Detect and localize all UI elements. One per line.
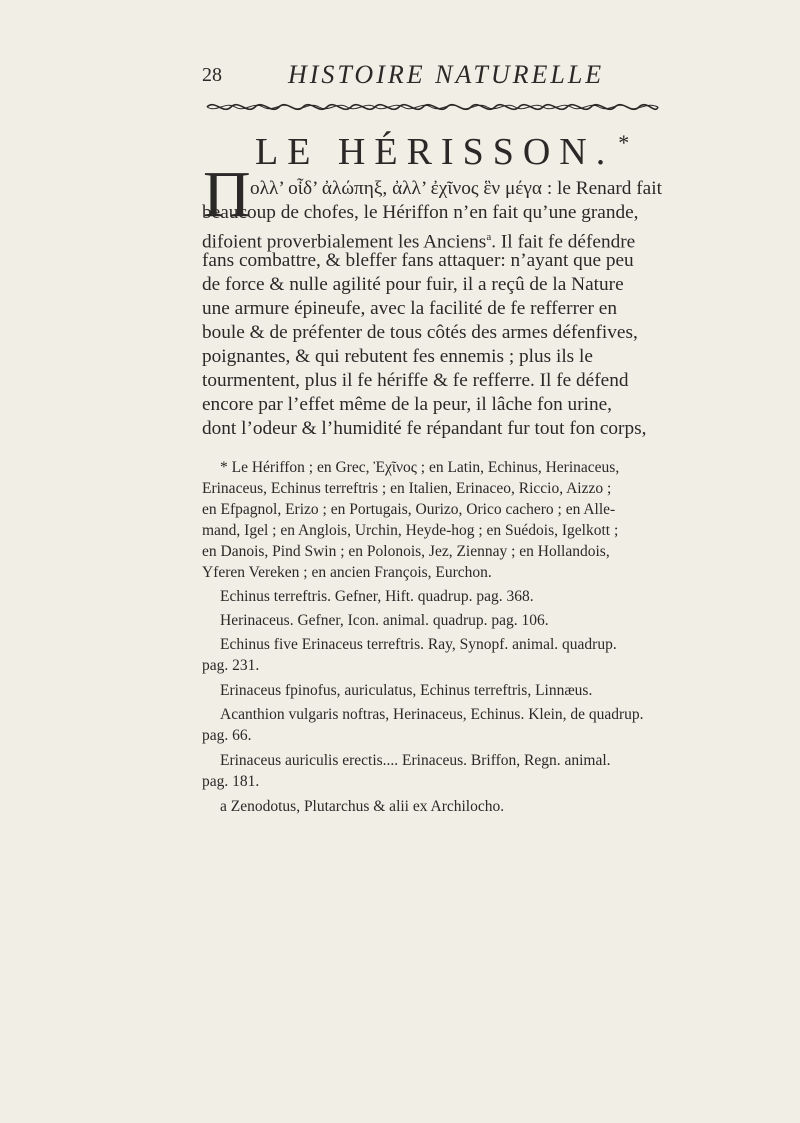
- page-header: [200, 62, 660, 98]
- footnote-line-3: en Efpagnol, Erizo ; en Portugais, Ourizo, Orico cachero ; en Alle-: [202, 501, 616, 518]
- body-line-3-tail: . Il fait fe défendre: [491, 231, 636, 253]
- footnote-line-2: Erinaceus, Echinus terreftris ; en Italien, Erinaceo, Riccio, Aizzo ;: [202, 480, 612, 497]
- note-ref-a: a: [486, 231, 492, 243]
- drop-capital: Π: [203, 158, 251, 231]
- footnote-line-6: Yferen Vereken ; en ancien François, Eurchon.: [202, 564, 492, 581]
- footnote-line-13: pag. 66.: [202, 727, 252, 744]
- running-title: HISTOIRE NATURELLE: [288, 60, 605, 89]
- footnote-line-16: a Zenodotus, Plutarchus & alii ex Archilocho.: [220, 798, 505, 815]
- footnote-line-5: en Danois, Pind Swin ; en Polonois, Jez, Ziennay ; en Hollandois,: [202, 543, 610, 560]
- body-line-11: dont l’odeur & l’humidité fe répandant fur tout fon corps,: [202, 418, 647, 439]
- body-line-10: encore par l’effet même de la peur, il lâche fon urine,: [202, 394, 612, 415]
- chapter-title-text: LE HÉRISSON.: [255, 131, 615, 173]
- body-line-8: poignantes, & qui rebutent fes ennemis ; plus ils le: [202, 346, 593, 367]
- footnote-line-1: * Le Hériffon ; en Grec, Ἐχῖνος ; en Latin, Echinus, Herinaceus,: [220, 459, 620, 476]
- footnote-line-15: pag. 181.: [202, 773, 260, 790]
- body-line-6: une armure épineufe, avec la facilité de fe refferrer en: [202, 298, 617, 319]
- footnote-line-12: Acanthion vulgaris noftras, Herinaceus, Echinus. Klein, de quadrup.: [220, 706, 644, 723]
- body-line-9: tourmentent, plus il fe hériffe & fe refferre. Il fe défend: [202, 370, 629, 391]
- footnote-line-10: pag. 231.: [202, 657, 260, 674]
- ornament-band: [205, 99, 660, 115]
- body-line-1: ολλ’ οἶδ’ ἀλώπηξ, ἀλλ’ ἐχῖνος ἓν μέγα : le Renard fait: [250, 178, 662, 199]
- footnote-line-7: Echinus terreftris. Gefner, Hift. quadrup. pag. 368.: [220, 588, 534, 605]
- footnote-line-11: Erinaceus fpinofus, auriculatus, Echinus terreftris, Linnæus.: [220, 682, 593, 699]
- body-line-5: de force & nulle agilité pour fuir, il a reçû de la Nature: [202, 274, 624, 295]
- body-line-2: beaucoup de chofes, le Hériffon n’en fait qu’une grande,: [202, 202, 639, 223]
- footnote-line-14: Erinaceus auriculis erectis.... Erinaceus. Briffon, Regn. animal.: [220, 752, 611, 769]
- page-number: 28: [202, 64, 222, 86]
- footnote-mark: *: [618, 130, 630, 156]
- body-line-4: fans combattre, & bleffer fans attaquer: n’ayant que peu: [202, 250, 634, 271]
- body-line-7: boule & de préfenter de tous côtés des armes défenfives,: [202, 322, 638, 343]
- chapter-title: [255, 130, 655, 174]
- footnote-line-4: mand, Igel ; en Anglois, Urchin, Heyde-hog ; en Suédois, Igelkott ;: [202, 522, 619, 539]
- footnote-line-9: Echinus five Erinaceus terreftris. Ray, Synopf. animal. quadrup.: [220, 636, 617, 653]
- footnote-line-8: Herinaceus. Gefner, Icon. animal. quadrup. pag. 106.: [220, 612, 549, 629]
- body-line-3-text: difoient proverbialement les Anciens: [202, 231, 487, 253]
